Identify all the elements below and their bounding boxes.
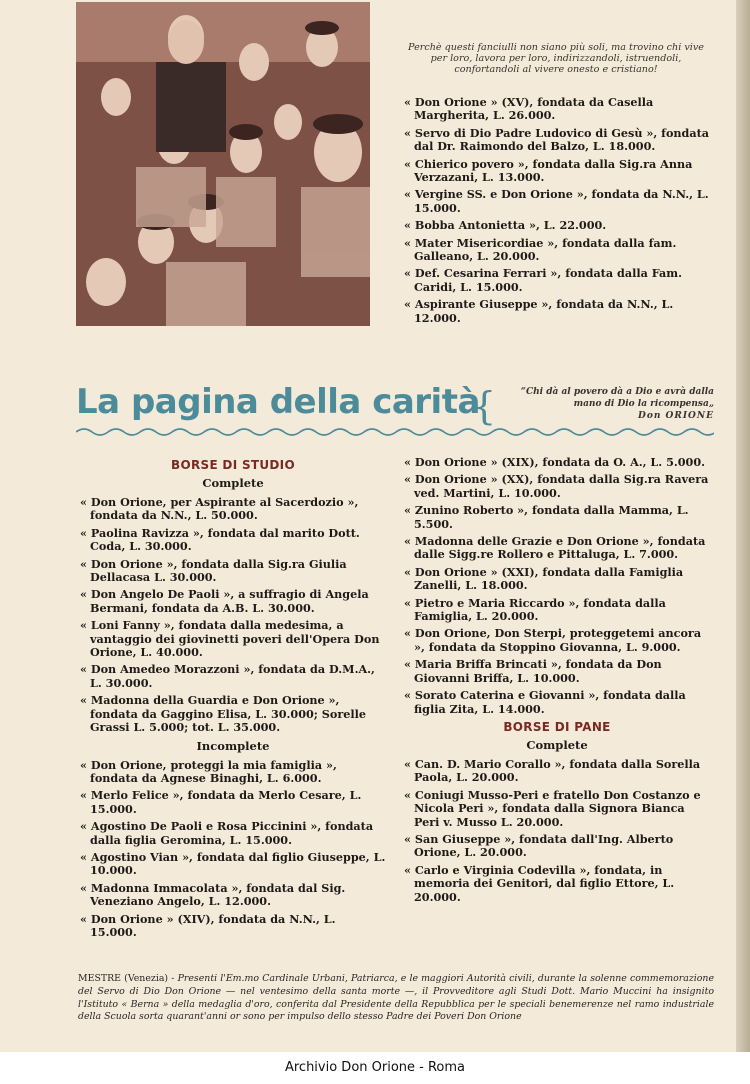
news-note bbox=[78, 973, 714, 1024]
list-item: « Madonna delle Grazie e Don Orione », fondata dalle Sigg.re Rollero e Pittaluga, L. 7.000. bbox=[404, 534, 706, 562]
list-item: « Don Angelo De Paoli », a suffragio di Angela Bermani, fondata da A.B. L. 30.000. bbox=[80, 587, 369, 615]
list-item: « Maria Briffa Brincati », fondata da Don Giovanni Briffa, L. 10.000. bbox=[404, 657, 662, 685]
list-item: « Servo di Dio Padre Ludovico di Gesù », fondata dal Dr. Raimondo del Balzo, L. 18.000. bbox=[404, 125, 710, 154]
list-item: « Don Orione » (XX), fondata dalla Sig.ra Ravera ved. Martini, L. 10.000. bbox=[404, 472, 709, 500]
left-column bbox=[80, 456, 386, 943]
list-item: « Don Orione » (XV), fondata da Casella Margherita, L. 26.000. bbox=[404, 95, 654, 123]
list-item: « Sorato Caterina e Giovanni », fondata dalla figlia Zita, L. 14.000. bbox=[404, 688, 686, 716]
list-item: « Carlo e Virginia Codevilla », fondata, in memoria dei Genitori, dal figlio Ettore, L. 20.000. bbox=[404, 862, 675, 904]
list-item: « Don Orione » (XIX), fondata da O. A., L. 5.000. bbox=[404, 455, 706, 469]
footer-text: Archivio Don Orione - Roma bbox=[284, 1060, 466, 1075]
list-item: « Don Orione », fondata dalla Sig.ra Giulia Dellacasa L. 30.000. bbox=[80, 556, 347, 585]
list-item: « Don Orione, proteggi la mia famiglia », fondata da Agnese Binaghi, L. 6.000. bbox=[80, 757, 337, 785]
brace-decoration: { bbox=[472, 384, 497, 428]
title-banner bbox=[76, 380, 714, 438]
top-entries-list bbox=[404, 96, 710, 329]
list-item: « Madonna Immacolata », fondata dal Sig. Veneziano Angelo, L. 12.000. bbox=[80, 880, 346, 909]
list-item: « Mater Misericordiae », fondata dalla fam. Galleano, L. 20.000. bbox=[404, 235, 677, 264]
subheading-complete: Complete bbox=[202, 476, 264, 490]
quote-signature: Don ORIONE bbox=[638, 411, 714, 421]
quote-block bbox=[494, 386, 714, 422]
photo-image bbox=[76, 2, 370, 326]
list-item: « Don Orione, Don Sterpi, proteggetemi ancora », fondata da Stoppino Giovanna, L. 9.000. bbox=[404, 626, 702, 654]
list-item: « Agostino De Paoli e Rosa Piccinini », fondata dalla figlia Geromina, L. 15.000. bbox=[80, 819, 374, 847]
list-item: « Coniugi Musso-Peri e fratello Don Costanzo e Nicola Peri », fondata dalla Signora Bianca Peri v. Musso L. 20.000. bbox=[404, 787, 701, 829]
page-edge bbox=[736, 0, 750, 1052]
right-column bbox=[404, 456, 710, 908]
list-item: « San Giuseppe », fondata dall'Ing. Alberto Orione, L. 20.000. bbox=[404, 831, 674, 860]
subheading-incomplete: Incomplete bbox=[196, 738, 270, 753]
list-item: « Chierico povero », fondata dalla Sig.ra Anna Verzazani, L. 13.000. bbox=[404, 156, 693, 185]
list-item: « Pietro e Maria Riccardo », fondata dalla Famiglia, L. 20.000. bbox=[404, 595, 666, 624]
subheading-complete-pane: Complete bbox=[526, 737, 588, 752]
list-item: « Madonna della Guardia e Don Orione », fondata da Gaggino Elisa, L. 30.000; Sorelle Grassi L. 5.000; tot. L. 35.000. bbox=[80, 693, 366, 735]
list-item: « Vergine SS. e Don Orione », fondata da N.N., L. 15.000. bbox=[404, 187, 709, 215]
list-item: « Don Orione » (XIV), fondata da N.N., L. 15.000. bbox=[80, 911, 336, 939]
section-heading-borse-pane: BORSE DI PANE bbox=[503, 719, 611, 734]
list-item: « Don Amedeo Morazzoni », fondata da D.M.A., L. 30.000. bbox=[80, 662, 375, 690]
note-text: Presenti l'Em.mo Cardinale Urbani, Patriarca, e le maggiori Autorità civili, durante la solenne commemorazione del Servo di Dio Don Orione — nel ventesimo della santa morte —, il Provveditore agli Studi Dott. Mario Muccini ha insignito l'Istituto « Berna » della medaglia d'oro, conferita dal Presidente della Repubblica per le speciali benemerenze nel ramo industriale della Scuola sorta quarant'anni or sono per impulso dello stesso Padre dei Poveri Don Orione bbox=[78, 973, 715, 1023]
list-item: « Can. D. Mario Corallo », fondata dalla Sorella Paola, L. 20.000. bbox=[404, 756, 701, 785]
page-title: La pagina della carità bbox=[76, 382, 480, 422]
list-item: « Bobba Antonietta », L. 22.000. bbox=[404, 218, 607, 233]
list-item: « Loni Fanny », fondata dalla medesima, a vantaggio dei giovinetti poveri dell'Opera Don Orione, L. 40.000. bbox=[80, 618, 380, 660]
section-heading-borse-studio: BORSE DI STUDIO bbox=[171, 458, 295, 472]
photo-caption: Perchè questi fanciulli non siano più soli, ma trovino chi vive per loro, lavora per loro, indirizzandoli, istruendoli, confortandoli al vivere onesto e cristiano! bbox=[408, 42, 704, 75]
list-item: « Don Orione » (XXI), fondata dalla Famiglia Zanelli, L. 18.000. bbox=[404, 564, 684, 593]
list-item: « Merlo Felice », fondata da Merlo Cesare, L. 15.000. bbox=[80, 788, 362, 816]
list-item: « Agostino Vian », fondata dal figlio Giuseppe, L. 10.000. bbox=[80, 849, 386, 878]
footer-bar bbox=[0, 1052, 750, 1084]
quote-text: “Chi dà al povero dà a Dio e avrà dalla mano di Dio la ricompensa„ bbox=[520, 387, 714, 409]
list-item: « Paolina Ravizza », fondata dal marito Dott. Coda, L. 30.000. bbox=[80, 525, 360, 554]
list-item: « Def. Cesarina Ferrari », fondata dalla Fam. Caridi, L. 15.000. bbox=[404, 266, 683, 294]
group-photo bbox=[76, 2, 370, 326]
note-lead: MESTRE (Venezia) - bbox=[78, 973, 178, 984]
list-item: « Zunino Roberto », fondata dalla Mamma, L. 5.500. bbox=[404, 503, 689, 531]
wave-divider bbox=[76, 426, 714, 438]
list-item: « Aspirante Giuseppe », fondata da N.N., L. 12.000. bbox=[404, 297, 674, 325]
list-item: « Don Orione, per Aspirante al Sacerdozio », fondata da N.N., L. 50.000. bbox=[80, 495, 359, 523]
